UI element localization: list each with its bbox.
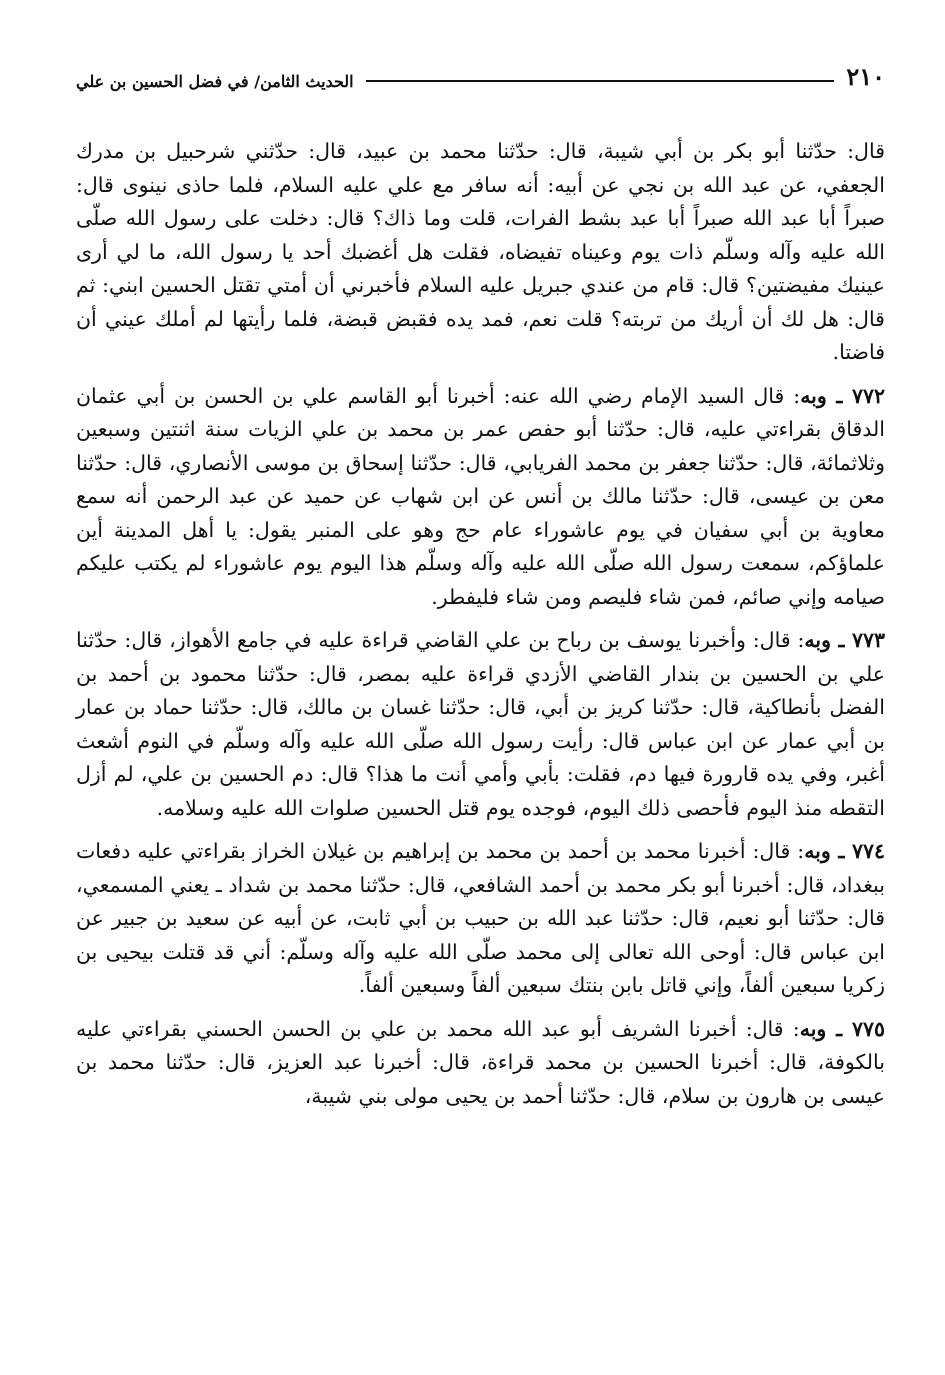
hadith-number: ٧٧٢ ـ وبه [800, 383, 885, 408]
page-header [76, 62, 885, 95]
hadith-773 [76, 624, 885, 825]
hadith-774 [76, 835, 885, 1003]
hadith-775 [76, 1013, 885, 1114]
running-title: الحديث الثامن/ في فضل الحسين بن علي [76, 72, 354, 91]
page-number: ٢١٠ [846, 62, 885, 91]
hadith-772 [76, 380, 885, 615]
hadith-number: ٧٧٣ ـ وبه [804, 628, 885, 652]
hadith-number: ٧٧٥ ـ وبه [799, 1016, 885, 1041]
paragraph-text: : قال: وأخبرنا يوسف بن رباح بن علي القاضي قراءة عليه في جامع الأهواز، قال: حدّثنا علي بن الحسين بن بندار القاضي الأزدي قراءة عليه بمصر، قال: حدّثنا محمود بن أحمد بن الفضل بأنطاكية، قال: حدّثنا كريز بن أبي، قال: حدّثنا غسان بن مالك، قال: حدّثنا حماد بن عمار بن أبي عمار عن ابن عباس قال: رأيت رسول الله صلّى الله عليه وآله وسلّم في النوم أشعث أغبر، وفي يده قارورة فيها دم، فقلت: بأبي وأمي أنت ما هذا؟ قال: دم الحسين بن علي، لم أزل التقطه منذ اليوم فأحصى ذلك اليوم، فوجده يوم قتل الحسين صلوات الله عليه وسلامه. [76, 628, 885, 820]
paragraph-text: : قال: أخبرنا الشريف أبو عبد الله محمد بن علي بن الحسن الحسني بقراءتي عليه بالكوفة، قال: أخبرنا الحسين بن محمد قراءة، قال: أخبرنا عبد العزيز، قال: حدّثنا محمد بن عيسى بن هارون بن سلام، قال: حدّثنا أحمد بن يحيى مولى بني شيبة، [76, 1016, 885, 1108]
paragraph-text: قال: حدّثنا أبو بكر بن أبي شيبة، قال: حدّثنا محمد بن عبيد، قال: حدّثني شرحبيل بن مدرك الجعفي، عن عبد الله بن نجي عن أبيه: أنه سافر مع علي عليه السلام، فلما حاذى نينوى قال: صبراً أبا عبد الله صبراً أبا عبد بشط الفرات، قلت وما ذاك؟ قال: دخلت على رسول الله صلّى الله عليه وآله وسلّم ذات يوم وعيناه تفيضاه، فقلت هل أغضبك أحد يا رسول الله، ما لي أرى عينيك مفيضتين؟ قال: قام من عندي جبريل عليه السلام فأخبرني أن أمتي تقتل الحسين ابني: ثم قال: هل لك أن أريك من تربته؟ قلت نعم، فمد يده فقبض قبضة، فلما رأيتها لم أملك عيني أن فاضتا. [76, 139, 885, 364]
header-rule [366, 80, 835, 82]
paragraph-text: : قال السيد الإمام رضي الله عنه: أخبرنا أبو القاسم علي بن الحسن بن أبي عثمان الدقاق بقراءتي عليه، قال: حدّثنا أبو حفص عمر بن محمد بن علي الزيات سنة اثنتين وسبعين وثلاثمائة، قال: حدّثنا جعفر بن محمد الفريابي، قال: حدّثنا إسحاق بن موسى الأنصاري، قال: حدّثنا معن بن عيسى، قال: حدّثنا مالك بن أنس عن ابن شهاب عن حميد عن عبد الرحمن أنه سمع معاوية بن أبي سفيان في يوم عاشوراء عام حج وهو على المنبر يقول: يا أهل المدينة أين علماؤكم، سمعت رسول الله صلّى الله عليه وآله وسلّم هذا اليوم يوم عاشوراء لم يكتب عليكم صيامه وإني صائم، فمن شاء فليصم ومن شاء فليفطر. [76, 383, 885, 609]
hadith-number: ٧٧٤ ـ وبه [804, 839, 885, 863]
paragraph-intro [76, 135, 885, 370]
paragraph-text: : قال: أخبرنا محمد بن أحمد بن محمد بن إبراهيم بن غيلان الخراز بقراءتي عليه دفعات ببغداد، قال: أخبرنا أبو بكر محمد بن أحمد الشافعي، قال: حدّثنا محمد بن شداد ـ يعني المسمعي، قال: حدّثنا أبو نعيم، قال: حدّثنا عبد الله بن حبيب بن أبي ثابت، عن أبيه عن سعيد بن جبير عن ابن عباس قال: أوحى الله تعالى إلى محمد صلّى الله عليه وآله وسلّم: أني قد قتلت بيحيى بن زكريا سبعين ألفاً، وإني قاتل بابن بنتك سبعين ألفاً وسبعين ألفاً. [76, 839, 885, 997]
